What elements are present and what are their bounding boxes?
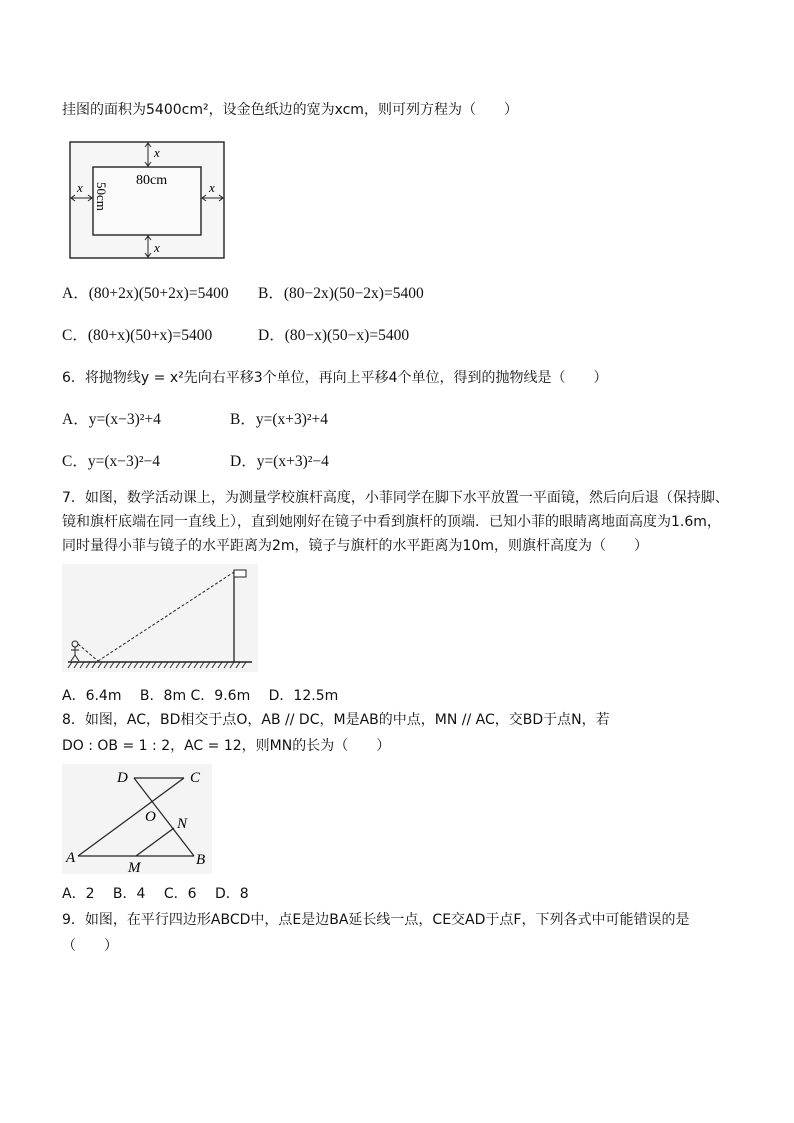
q8-label-b: B [196,852,206,868]
q5-top-label: 80cm [136,173,168,188]
q5-option-d: D．(80−x)(50−x)=5400 [258,327,410,344]
q5-x-left: x [77,180,83,195]
q9-line-1: 9．如图，在平行四边形ABCD中，点E是边BA延长线一点，CE交AD于点F，下列各式中可能错误的是 [62,912,690,928]
q5-option-c: C．(80+x)(50+x)=5400 [62,327,213,344]
q8-label-d: D [117,770,128,786]
q5-option-a: A．(80+2x)(50+2x)=5400 [62,285,229,302]
q8-figure [62,764,212,874]
q8-label-m: M [128,860,141,874]
q7-line-1: 7．如图，数学活动课上，为测量学校旗杆高度，小菲同学在脚下水平放置一平面镜，然后向后退（保持脚、 [62,490,729,506]
q6-option-b: B．y=(x+3)²+4 [230,411,329,428]
q6-stem: 6．将抛物线y = x²先向右平移3个单位，再向上平移4个单位，得到的抛物线是（ ） [62,370,608,386]
q8-label-a: A [66,850,76,866]
q5-option-b: B．(80−2x)(50−2x)=5400 [258,285,424,302]
q7-figure [62,564,258,672]
q5-stem: 挂图的面积为5400cm²，设金色纸边的宽为xcm，则可列方程为（ ） [62,102,518,118]
q7-line-2: 镜和旗杆底端在同一直线上），直到她刚好在镜子中看到旗杆的顶端．已知小菲的眼睛离地面高度为1.6m， [62,514,721,530]
q8-label-n: N [177,816,188,832]
q5-x-bottom: x [154,240,160,255]
q7-line-3: 同时量得小菲与镜子的水平距离为2m，镜子与旗杆的水平距离为10m，则旗杆高度为（ ） [62,538,648,554]
q6-option-c: C．y=(x−3)²−4 [62,453,161,470]
q8-line-1: 8．如图，AC，BD相交于点O，AB // DC，M是AB的中点，MN // AC，交BD于点N，若 [62,712,610,728]
q8-label-o: O [145,809,156,825]
q5-side-label: 50cm [94,182,109,211]
q6-option-d: D．y=(x+3)²−4 [230,453,329,470]
q5-figure [62,136,232,264]
q6-option-a: A．y=(x−3)²+4 [62,411,161,428]
q9-line-2: （ ） [62,938,118,954]
q8-line-2: DO : OB = 1 : 2，AC = 12，则MN的长为（ ） [62,738,391,754]
q8-label-c: C [190,770,201,786]
q7-options: A．6.4m B．8m C．9.6m D．12.5m [62,688,339,704]
q5-x-top: x [154,145,160,160]
q5-x-right: x [209,180,215,195]
q8-options: A．2 B．4 C．6 D．8 [62,886,249,902]
